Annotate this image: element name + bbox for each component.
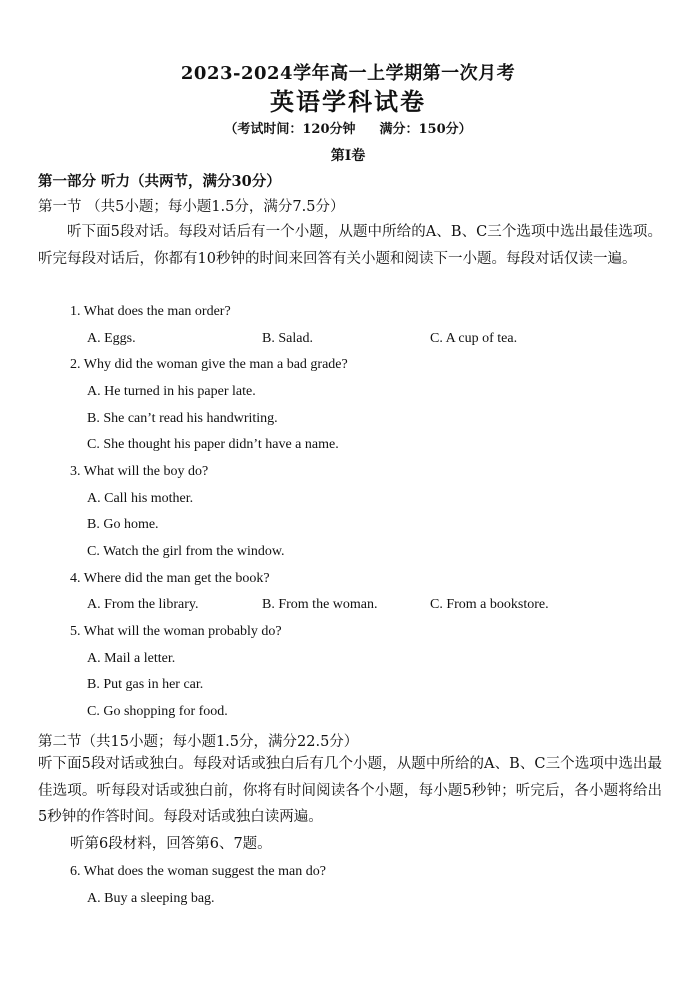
question-2-option-b: B. She can’t read his handwriting. xyxy=(87,411,278,426)
section1-heading: 第一节 （共5小题；每小题1.5分，满分7.5分） xyxy=(38,199,345,215)
question-2-option-a: A. He turned in his paper late. xyxy=(87,384,256,399)
exam-info xyxy=(0,118,696,137)
question-5-option-c: C. Go shopping for food. xyxy=(87,704,228,719)
question-4-option-a: A. From the library. xyxy=(87,597,199,612)
question-5-stem: 5. What will the woman probably do? xyxy=(70,624,282,639)
question-4-stem: 4. Where did the man get the book? xyxy=(70,571,270,586)
question-3-option-c: C. Watch the girl from the window. xyxy=(87,544,285,559)
question-1-stem: 1. What does the man order? xyxy=(70,304,231,319)
section2-heading: 第二节（共15小题；每小题1.5分，满分22.5分） xyxy=(38,734,359,750)
question-5-option-a: A. Mail a letter. xyxy=(87,651,176,666)
exam-title-line2: 英语学科试卷 xyxy=(270,87,426,116)
section1-instructions: 听下面5段对话。每段对话后有一个小题，从题中所给的A、B、C三个选项中选出最佳选项。听完每段对话后，你都有10秒钟的时间来回答有关小题和阅读下一小题。每段对话仅读一遍。 xyxy=(38,224,662,267)
volume-label: 第Ⅰ卷 xyxy=(330,148,366,164)
question-6-stem: 6. What does the woman suggest the man do? xyxy=(70,864,326,879)
full-score: 满分：150分） xyxy=(379,122,472,137)
question-3-option-b: B. Go home. xyxy=(87,517,159,532)
question-3-stem: 3. What will the boy do? xyxy=(70,464,209,479)
question-6-option-a: A. Buy a sleeping bag. xyxy=(87,891,215,906)
question-2-stem: 2. Why did the woman give the man a bad grade? xyxy=(70,357,348,372)
section2-instructions: 听下面5段对话或独白。每段对话或独白后有几个小题，从题中所给的A、B、C三个选项中选出最佳选项。听每段对话或独白前，你将有时间阅读各个小题，每小题5秒钟；听完后，各小题将给出5秒钟的作答时间。每段对话或独白读两遍。 xyxy=(38,756,662,825)
question-1-option-b: B. Salad. xyxy=(262,331,313,346)
exam-title-line1: 2023-2024学年高一上学期第一次月考 xyxy=(180,63,516,84)
material-prompt: 听第6段材料，回答第6、7题。 xyxy=(70,836,272,852)
exam-time: （考试时间：120分钟 xyxy=(224,122,356,137)
question-1-option-a: A. Eggs. xyxy=(87,331,136,346)
part1-heading: 第一部分 听力（共两节，满分30分） xyxy=(38,173,281,190)
question-2-option-c: C. She thought his paper didn’t have a name. xyxy=(87,437,339,452)
question-1-option-c: C. A cup of tea. xyxy=(430,331,518,346)
question-5-option-b: B. Put gas in her car. xyxy=(87,677,204,692)
question-4-option-c: C. From a bookstore. xyxy=(430,597,549,612)
question-4-option-b: B. From the woman. xyxy=(262,597,378,612)
question-3-option-a: A. Call his mother. xyxy=(87,491,194,506)
